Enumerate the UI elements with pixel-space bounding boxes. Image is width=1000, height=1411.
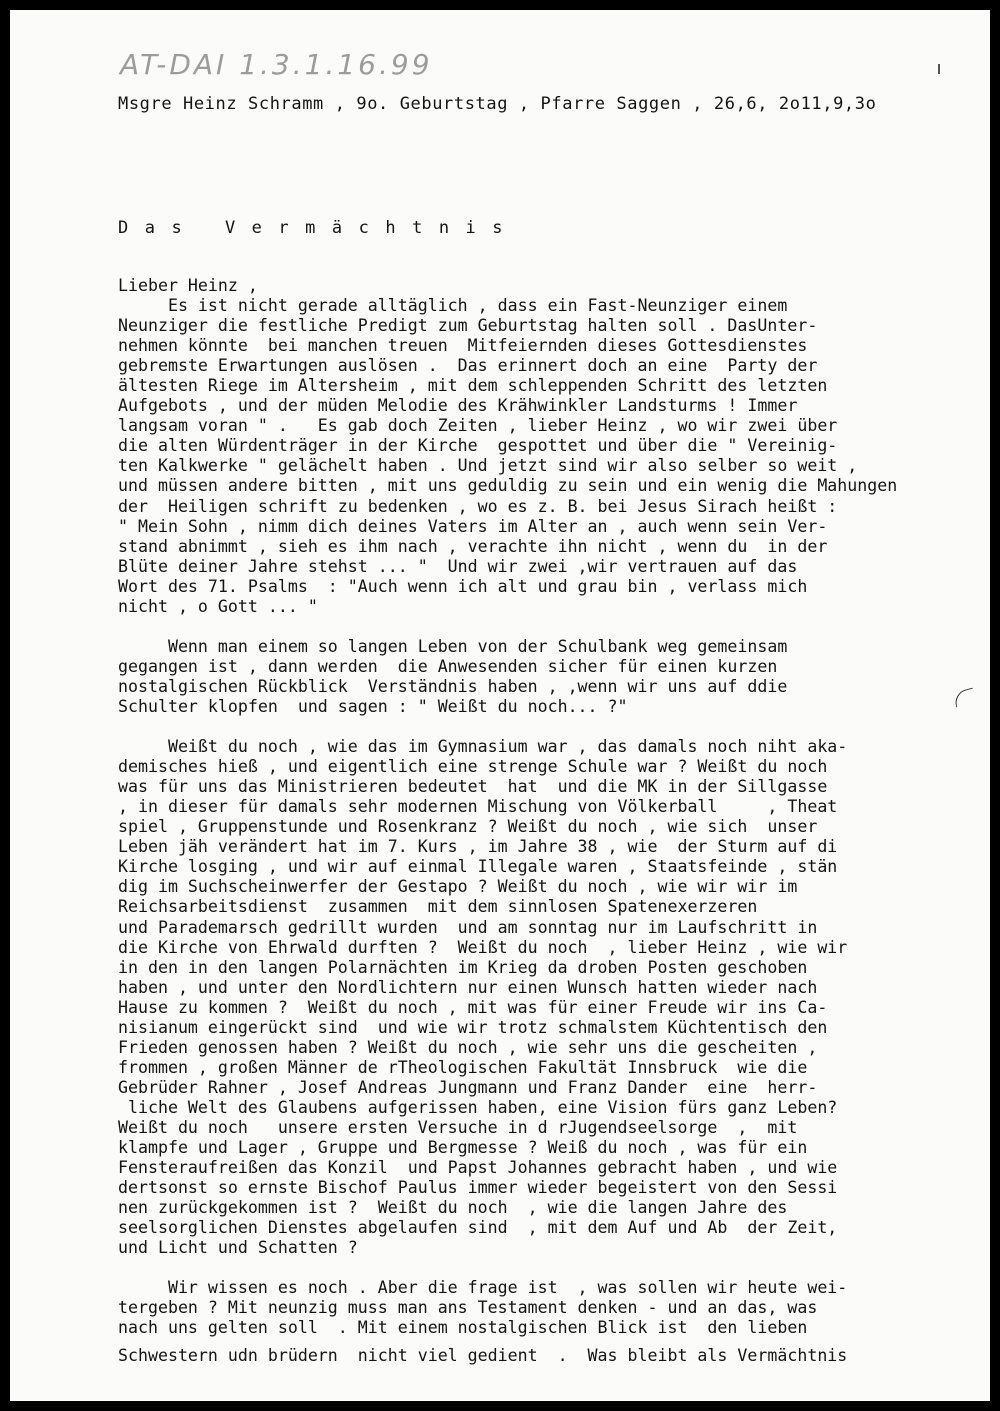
text-line: Hause zu kommen ? Weißt du noch , mit was für einer Freude wir ins Ca-: [118, 997, 828, 1017]
text-line: klampfe und Lager , Gruppe und Bergmesse ? Weiß du noch , was für ein: [118, 1138, 808, 1158]
text-line: der Heiligen schrift zu bedenken , wo es z. B. bei Jesus Sirach heißt :: [118, 496, 838, 516]
text-line: nicht , o Gott ... ": [118, 596, 318, 616]
text-line: Weißt du noch , wie das im Gymnasium war , das damals noch niht aka-: [118, 737, 848, 757]
text-line: Lieber Heinz ,: [118, 276, 258, 295]
text-line: nostalgischen Rückblick Verständnis haben , ,wenn wir uns auf ddie: [118, 676, 788, 696]
text-line: und Licht und Schatten ?: [118, 1238, 358, 1258]
margin-tick-mark: [938, 64, 940, 74]
document-title: Das Vermächtnis: [118, 218, 520, 238]
text-line: in den in den langen Polarnächten im Krieg da droben Posten geschoben: [118, 957, 808, 977]
text-line: ten Kalkwerke " gelächelt haben . Und jetzt sind wir also selber so weit ,: [118, 456, 858, 476]
text-line: Wir wissen es noch . Aber die frage ist , was sollen wir heute wei-: [118, 1278, 848, 1298]
text-line: seelsorglichen Dienstes abgelaufen sind , mit dem Auf und Ab der Zeit,: [118, 1218, 838, 1238]
text-line: nehmen könnte bei manchen treuen Mitfeiernden dieses Gottesdienstes: [118, 336, 808, 356]
text-line: Reichsarbeitsdienst zusammen mit dem sinnlosen Spatenexerzeren: [118, 897, 758, 917]
text-line: Aufgebots , und der müden Melodie des Krähwinkler Landsturms ! Immer: [118, 396, 798, 416]
text-line: spiel , Gruppenstunde und Rosenkranz ? Weißt du noch , wie sich unser: [118, 817, 818, 837]
text-line: Schulter klopfen und sagen : " Weißt du noch... ?": [118, 696, 628, 716]
text-line: was für uns das Ministrieren bedeutet hat und die MK in der Sillgasse: [118, 777, 828, 797]
text-line: Neunziger die festliche Predigt zum Geburtstag halten soll . DasUnter-: [118, 316, 818, 336]
text-line: Es ist nicht gerade alltäglich , dass ein Fast-Neunziger einem: [118, 296, 788, 316]
text-line: Blüte deiner Jahre stehst ... " Und wir zwei ,wir vertrauen auf das: [118, 556, 798, 576]
text-line: [118, 1258, 978, 1278]
text-line: liche Welt des Glaubens aufgerissen haben, eine Vision fürs ganz Leben?: [118, 1097, 838, 1117]
text-line: nen zurückgekommen ist ? Weißt du noch , wie die langen Jahre des: [118, 1198, 788, 1218]
text-line: Fensteraufreißen das Konzil und Papst Johannes gebracht haben , und wie: [118, 1158, 838, 1178]
text-line: [118, 717, 978, 737]
text-line: dertsonst so ernste Bischof Paulus immer wieder begeistert von den Sessi: [118, 1178, 838, 1198]
text-line: gegangen ist , dann werden die Anwesenden sicher für einen kurzen: [118, 656, 778, 676]
text-line: , in dieser für damals sehr modernen Mischung von Völkerball , Theat: [118, 797, 838, 817]
text-line: und müssen andere bitten , mit uns geduldig zu sein und ein wenig die Mahungen: [118, 476, 898, 496]
text-line: " Mein Sohn , nimm dich deines Vaters im Alter an , auch wenn sein Ver-: [118, 516, 828, 536]
letter-body: [118, 276, 978, 1338]
text-line: Gebrüder Rahner , Josef Andreas Jungmann und Franz Dander eine herr-: [118, 1077, 818, 1097]
text-line: Frieden genossen haben ? Weißt du noch , wie sehr uns die gescheiten ,: [118, 1037, 818, 1057]
archive-reference-stamp: AT-DAI 1.3.1.16.99: [120, 48, 433, 81]
final-line: Schwestern udn brüdern nicht viel gedient . Was bleibt als Vermächtnis: [118, 1346, 848, 1365]
text-line: Wort des 71. Psalms : "Auch wenn ich alt und grau bin , verlass mich: [118, 576, 808, 596]
text-line: nisianum eingerückt sind und wie wir trotz schmalstem Küchtentisch den: [118, 1017, 828, 1037]
text-line: ältesten Riege im Altersheim , mit dem schleppenden Schritt des letzten: [118, 376, 828, 396]
text-line: frommen , großen Männer de rTheologischen Fakultät Innsbruck wie die: [118, 1057, 808, 1077]
text-line: dig im Suchscheinwerfer der Gestapo ? Weißt du noch , wie wir wir im: [118, 877, 798, 897]
text-line: demisches hieß , und eigentlich eine strenge Schule war ? Weißt du noch: [118, 757, 828, 777]
text-line: stand abnimmt , sieh es ihm nach , verachte ihn nicht , wenn du in der: [118, 536, 828, 556]
text-line: [118, 617, 978, 637]
text-line: nach uns gelten soll . Mit einem nostalgischen Blick ist den lieben: [118, 1318, 808, 1338]
text-line: haben , und unter den Nordlichtern nur einen Wunsch hatten wieder nach: [118, 977, 818, 997]
text-line: und Parademarsch gedrillt wurden und am sonntag nur im Laufschritt in: [118, 917, 818, 937]
text-line: Kirche losging , und wir auf einmal Illegale waren , Staatsfeinde , stän: [118, 857, 838, 877]
document-page: [10, 10, 990, 1401]
text-line: Leben jäh verändert hat im 7. Kurs , im Jahre 38 , wie der Sturm auf di: [118, 837, 838, 857]
text-line: Wenn man einem so langen Leben von der Schulbank weg gemeinsam: [118, 636, 788, 656]
text-line: gebremste Erwartungen auslösen . Das erinnert doch an eine Party der: [118, 356, 818, 376]
text-line: Weißt du noch unsere ersten Versuche in d rJugendseelsorge , mit: [118, 1117, 798, 1137]
text-line: langsam voran " . Es gab doch Zeiten , lieber Heinz , wo wir zwei über: [118, 416, 838, 436]
text-line: tergeben ? Mit neunzig muss man ans Testament denken - und an das, was: [118, 1298, 818, 1318]
text-line: die alten Würdenträger in der Kirche gespottet und über die " Vereinig-: [118, 436, 838, 456]
document-header: Msgre Heinz Schramm , 9o. Geburtstag , Pfarre Saggen , 26,6, 2o11,9,3o: [118, 94, 877, 114]
text-line: die Kirche von Ehrwald durften ? Weißt du noch , lieber Heinz , wie wir: [118, 937, 848, 957]
